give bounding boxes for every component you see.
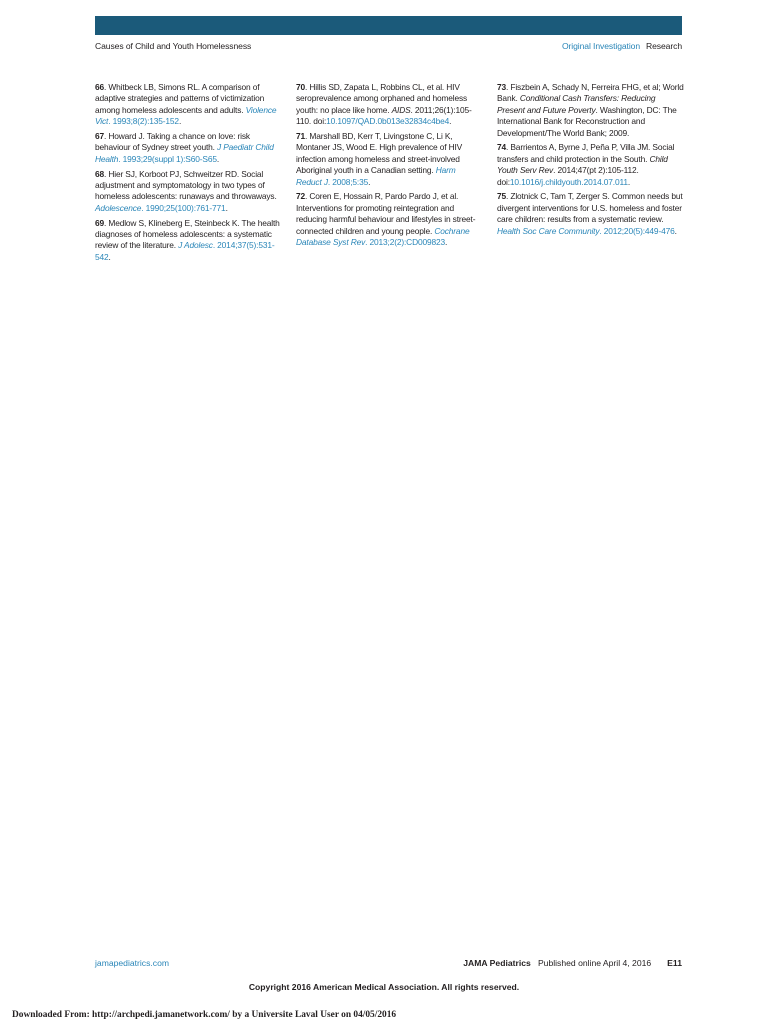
reference-number: 66 xyxy=(95,82,105,92)
citation-link[interactable]: J Paediatr Child Health xyxy=(95,142,274,164)
reference-text: Child Youth Serv Rev xyxy=(497,153,668,176)
reference-text: . xyxy=(225,202,228,213)
section-label xyxy=(562,41,682,51)
reference-text: . xyxy=(445,237,448,248)
reference-text: Hier SJ, Korboot PJ, Schweitzer RD. Social adjustment and symptomatology in two types of homeless adolescents: runaways and throwaways. xyxy=(95,168,277,202)
citation-link[interactable]: Health Soc Care Community xyxy=(497,225,600,236)
citation-link[interactable]: . 1993;29(suppl 1):S60-S65 xyxy=(118,153,217,164)
footer-publication-info xyxy=(463,958,682,968)
citation-link[interactable]: . 1990;25(100):761-771 xyxy=(141,202,226,213)
reference-text: . xyxy=(108,251,111,262)
reference-item: 68. Hier SJ, Korboot PJ, Schweitzer RD. Social adjustment and symptomatology in two types of homeless adolescents: runaways and throwaways. Adolescence. 1990;25(100):761-771. xyxy=(95,168,277,213)
page-number: E11 xyxy=(667,958,682,968)
reference-text: . xyxy=(216,153,220,164)
reference-column-3 xyxy=(497,82,684,240)
running-header xyxy=(95,41,682,53)
journal-site-link[interactable]: jamapediatrics.com xyxy=(95,958,170,968)
reference-item: 72. Coren E, Hossain R, Pardo Pardo J, et al. Interventions for promoting reintegration and reducing harmful behaviour and lifestyles in street-connected children and young people. Cochrane Database Syst Rev. 2013;2(2):CD009823. xyxy=(296,191,476,248)
reference-item: 74. Barrientos A, Byrne J, Peña P, Villa JM. Social transfers and child protection in the South. Child Youth Serv Rev. 2014;47(pt 2):105-112. doi:10.1016/j.childyouth.2014.07.011. xyxy=(497,142,675,187)
reference-text: . 2011;26(1):105-110. doi: xyxy=(296,104,472,127)
reference-text: Howard J. Taking a chance on love: risk behaviour of Sydney street youth. xyxy=(95,131,250,153)
publication-date: Published online April 4, 2016 xyxy=(537,958,652,968)
citation-link[interactable]: Harm Reduct J xyxy=(296,165,456,187)
reference-number: 71 xyxy=(296,131,306,141)
section-type[interactable]: Original Investigation xyxy=(561,41,641,51)
reference-text: Medlow S, Klineberg E, Steinbeck K. The health diagnoses of homeless adolescents: a systematic review of the literature. xyxy=(95,217,280,251)
reference-item: 67. Howard J. Taking a chance on love: risk behaviour of Sydney street youth. J Paediatr Child Health. 1993;29(suppl 1):S60-S65. xyxy=(95,131,274,164)
citation-link[interactable]: 10.1016/j.childyouth.2014.07.011 xyxy=(509,176,628,187)
reference-item: 73. Fiszbein A, Schady N, Ferreira FHG, et al; World Bank. Conditional Cash Transfers: Reducing Present and Future Poverty. Washington, DC: The International Bank for Reconstruction and Development/The World Bank; 2009. xyxy=(497,82,684,138)
reference-number: 74 xyxy=(497,142,507,153)
citation-link[interactable]: Cochrane Database Syst Rev xyxy=(296,225,470,248)
reference-number: 69 xyxy=(95,217,105,228)
section-category: Research xyxy=(646,41,682,51)
reference-item: 71. Marshall BD, Kerr T, Livingstone C, Li K, Montaner JS, Wood E. High prevalence of HIV infection among homeless and street-involved Aboriginal youth in a Canadian setting. Harm Reduct J. 2008;5:35. xyxy=(296,131,463,187)
reference-text: . xyxy=(178,116,182,127)
reference-text: AIDS xyxy=(391,104,411,115)
reference-text: Fiszbein A, Schady N, Ferreira FHG, et al; World Bank. xyxy=(497,82,684,104)
reference-number: 68 xyxy=(95,168,105,179)
reference-number: 70 xyxy=(296,82,306,92)
citation-link[interactable]: . 2013;2(2):CD009823 xyxy=(365,237,446,248)
citation-link[interactable]: Adolescence xyxy=(95,202,142,213)
running-title: Causes of Child and Youth Homelessness xyxy=(95,41,252,51)
reference-text: . Washington, DC: The International Bank for Reconstruction and Development/The World Bank; 2009. xyxy=(497,104,677,138)
copyright-notice: Copyright 2016 American Medical Association. All rights reserved. xyxy=(248,982,520,992)
citation-link[interactable]: . 2008;5:35 xyxy=(327,176,369,187)
reference-number: 72 xyxy=(296,191,306,202)
citation-link[interactable]: J Adolesc xyxy=(178,240,213,251)
page-footer xyxy=(95,958,682,970)
reference-column-2 xyxy=(296,82,483,252)
reference-text: Whitbeck LB, Simons RL. A comparison of adaptive strategies and patterns of victimization among homeless adolescents and adults. xyxy=(95,82,265,115)
reference-text: . xyxy=(449,116,452,127)
reference-text: Hillis SD, Zapata L, Robbins CL, et al. HIV seroprevalence among orphaned and homeless youth: no place like home. xyxy=(296,82,468,115)
reference-item: 69. Medlow S, Klineberg E, Steinbeck K. The health diagnoses of homeless adolescents: a systematic review of the literature. J Adolesc. 2014;37(5):531-542. xyxy=(95,217,280,262)
reference-text: Zlotnick C, Tam T, Zerger S. Common needs but divergent interventions for U.S. homeless and foster care children: results from a systematic review. xyxy=(497,191,683,225)
reference-text: . xyxy=(674,225,677,236)
reference-item: 75. Zlotnick C, Tam T, Zerger S. Common needs but divergent interventions for U.S. homeless and foster care children: results from a systematic review. Health Soc Care Community. 2012;20(5):449-476. xyxy=(497,191,683,236)
reference-number: 75 xyxy=(497,191,507,202)
citation-link[interactable]: 10.1097/QAD.0b013e32834c4be4 xyxy=(326,116,450,127)
reference-text: Coren E, Hossain R, Pardo Pardo J, et al. Interventions for promoting reintegration and reducing harmful behaviour and lifestyles in street-connected children and young people. xyxy=(296,191,476,236)
citation-link[interactable]: . 2012;20(5):449-476 xyxy=(599,225,675,236)
reference-text: Marshall BD, Kerr T, Livingstone C, Li K, Montaner JS, Wood E. High prevalence of HIV infection among homeless and street-involved Aboriginal youth in a Canadian setting. xyxy=(296,131,463,176)
reference-item: 70. Hillis SD, Zapata L, Robbins CL, et al. HIV seroprevalence among orphaned and homeless youth: no place like home. AIDS. 2011;26(1):105-110. doi:10.1097/QAD.0b013e32834c4be4. xyxy=(296,82,472,127)
citation-link[interactable]: . 1993;8(2):135-152 xyxy=(108,116,179,127)
reference-item: 66. Whitbeck LB, Simons RL. A comparison of adaptive strategies and patterns of victimization among homeless adolescents and adults. Violence Vict. 1993;8(2):135-152. xyxy=(95,82,277,127)
reference-number: 73 xyxy=(497,82,507,92)
reference-text: . xyxy=(368,176,371,187)
download-stamp: Downloaded From: http://archpedi.jamanetwork.com/ by a Universite Laval User on 04/05/2016 xyxy=(12,1010,397,1020)
reference-text: Barrientos A, Byrne J, Peña P, Villa JM. Social transfers and child protection in the South. xyxy=(497,142,675,164)
reference-column-1 xyxy=(95,82,282,267)
journal-name: JAMA Pediatrics xyxy=(463,958,531,968)
reference-text: Conditional Cash Transfers: Reducing Present and Future Poverty xyxy=(497,93,656,115)
citation-link[interactable]: . 2014;37(5):531-542 xyxy=(95,240,275,262)
citation-link[interactable]: Violence Vict xyxy=(95,104,277,127)
reference-number: 67 xyxy=(95,131,105,141)
reference-text: . 2014;47(pt 2):105-112. doi: xyxy=(497,165,639,187)
header-bar xyxy=(95,16,682,35)
reference-text: . xyxy=(627,176,631,187)
